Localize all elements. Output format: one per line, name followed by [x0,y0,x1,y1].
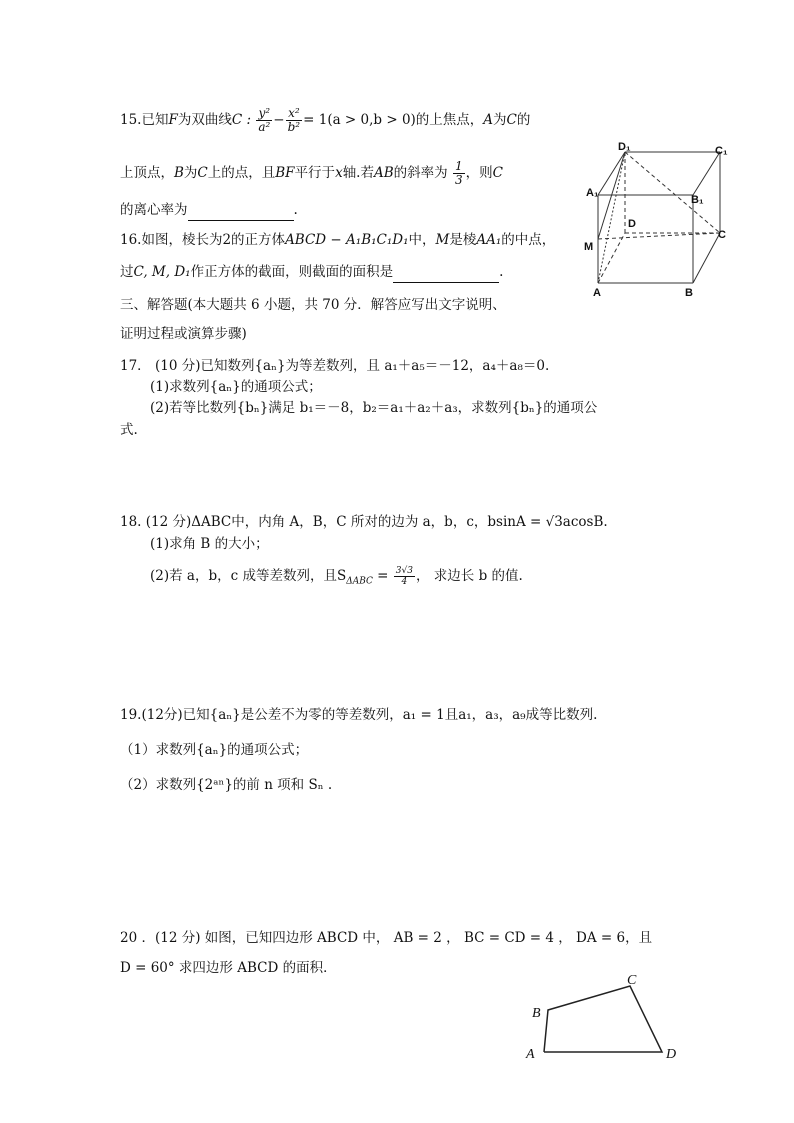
q19-line-1: 19.(12分)已知{aₙ}是公差不为零的等差数列，a₁ = 1且a₁，a₃，a₉成等比数列. [120,707,598,723]
cube-label-c: C [718,229,726,241]
q15-line-2: 上顶点，B为C上的点，且BF平行于x轴.若AB的斜率为 $\frac{1}{3}$ ，则C [120,159,503,187]
quad-label-c: C [627,973,637,988]
fraction-slope: $\frac{1}{3}$ [454,159,463,187]
q20-line-2: D = 60° 求四边形 ABCD 的面积． [120,960,337,976]
fraction-x2-b2: $\frac{\text{x²}}{\text{b²}}$ [287,106,301,134]
q20-line-1: 20 ．(12 分) 如图，已知四边形 ABCD 中， AB = 2 ， BC = CD = 4 ， DA = 6，且 [120,930,653,946]
q18-line-2: (1)求角 B 的大小； [150,536,269,552]
q19-line-3: （2）求数列{2ᵃⁿ}的前 n 项和 Sₙ . [120,777,333,793]
fraction-y2-a2: $\frac{\text{y²}}{\text{a²}}$ [258,106,271,134]
cube-label-c1: C₁ [715,145,728,157]
q18-line-3: (2)若 a，b，c 成等差数列，且$S_{\Delta ABC}$ = $\frac{3√3}{4}$ ， 求边长 b 的值. [150,566,523,587]
quad-label-d: D [666,1047,677,1062]
cube-label-a: A [593,287,601,299]
cube-label-a1: A₁ [586,187,599,199]
answer-blank[interactable] [393,262,499,283]
cube-label-b: B [685,287,693,299]
q16-line-1: 16.如图，棱长为2的正方体ABCD − A₁B₁C₁D₁中，M是棱AA₁的中点， [120,232,556,248]
q17-line-1: 17． (10 分)已知数列{aₙ}为等差数列，且 a₁＋a₅＝－12，a₄＋a₈＝0. [120,358,550,374]
cube-figure [580,140,740,300]
q15-line-3: 的离心率为 . [120,200,298,221]
q18-line-1: 18. (12 分)ΔABC中，内角 A，B，C 所对的边为 a，b，c，bsinA = √3acosB. [120,514,608,530]
q17-line-2: (1)求数列{aₙ}的通项公式； [150,379,322,395]
section3-line-2: 证明过程或演算步骤) [120,326,247,342]
q17-line-4: 式. [120,422,138,438]
q19-line-2: （1）求数列{aₙ}的通项公式； [120,742,309,758]
answer-blank[interactable] [188,200,294,221]
q17-line-3: (2)若等比数列{bₙ}满足 b₁＝－8，b₂＝a₁＋a₂＋a₃，求数列{bₙ}的通项公 [150,400,598,416]
section3-line-1: 三、解答题(本大题共 6 小题，共 70 分．解答应写出文字说明、 [120,297,506,313]
quad-label-b: B [532,1006,541,1021]
cube-label-d1: D₁ [618,141,631,153]
quad-label-a: A [526,1047,535,1062]
q16-line-2: 过C, M, D₁作正方体的截面，则截面的面积是 . [120,262,503,283]
cube-label-d: D [628,218,636,230]
q15-line-1: 15.已知F为双曲线C : $\frac{\text{y²}}{\text{a²}}$ − $\frac{\text{x²}}{\text{b²}}$ = 1(a > 0,b > 0)的上焦点，A为C的 [120,106,531,134]
cube-label-b1: B₁ [691,194,704,206]
quadrilateral-figure [520,970,690,1070]
cube-label-m: M [584,241,594,253]
fraction-area: $\frac{3√3}{4}$ [395,566,413,587]
